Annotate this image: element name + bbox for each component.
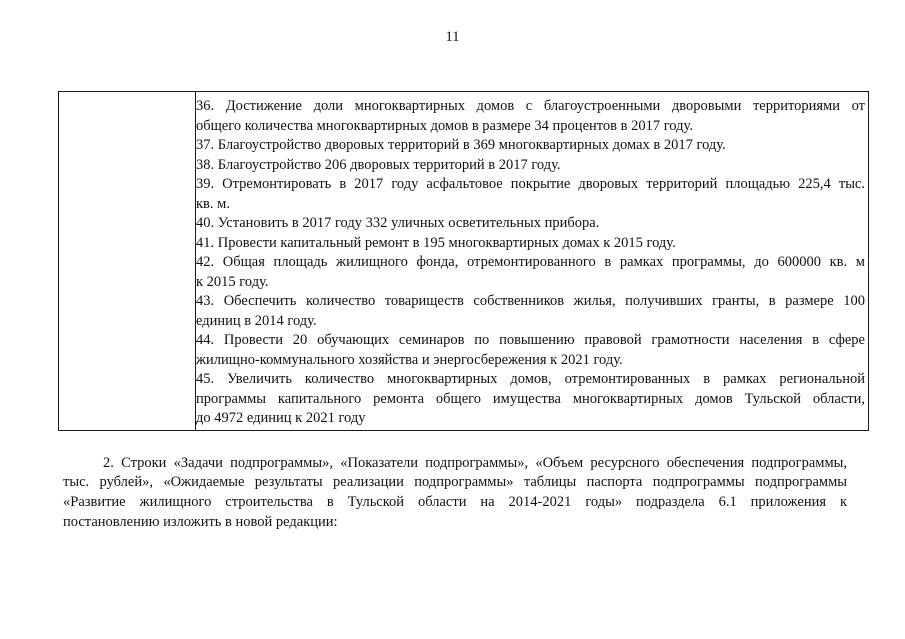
paragraph-line: постановлению изложить в новой редакции:	[63, 514, 338, 530]
table-line: к 2015 году.	[196, 273, 269, 290]
paragraph-line: тыс. рублей», «Ожидаемые результаты реализации подпрограммы» таблицы паспорта подпрограммы подпрограммы	[63, 474, 847, 490]
table-line: единиц в 2014 году.	[196, 312, 317, 329]
table-line: 37. Благоустройство дворовых территорий в 369 многоквартирных домах в 2017 году.	[196, 137, 726, 153]
table-line: 38. Благоустройство 206 дворовых территорий в 2017 году.	[196, 156, 561, 173]
table-line: 43. Обеспечить количество товариществ собственников жилья, получивших гранты, в размере 100	[196, 293, 865, 309]
table-line: 45. Увеличить количество многоквартирных домов, отремонтированных в рамках региональной	[196, 371, 865, 387]
indicators-table	[58, 91, 869, 431]
paragraph-line: 2. Строки «Задачи подпрограммы», «Показатели подпрограммы», «Объем ресурсного обеспечения подпрограммы,	[103, 455, 847, 471]
table-line: жилищно-коммунального хозяйства и энергосбережения к 2021 году.	[196, 351, 623, 368]
table-line: кв. м.	[196, 195, 230, 212]
table-line: 39. Отремонтировать в 2017 году асфальтовое покрытие дворовых территорий площадью 225,4 тыс.	[196, 176, 865, 192]
table-line: 41. Провести капитальный ремонт в 195 многоквартирных домах к 2015 году.	[196, 234, 676, 251]
table-content-cell	[196, 92, 868, 430]
table-line: 42. Общая площадь жилищного фонда, отремонтированного в рамках программы, до 600000 кв. м	[196, 254, 865, 270]
page-number: 11	[445, 29, 460, 45]
table-line: общего количества многоквартирных домов в размере 34 процентов в 2017 году.	[196, 117, 693, 134]
table-line: 36. Достижение доли многоквартирных домов с благоустроенными дворовыми территориями от	[196, 98, 865, 114]
table-line: до 4972 единиц к 2021 году	[196, 410, 366, 426]
table-line: 40. Установить в 2017 году 332 уличных осветительных прибора.	[196, 215, 600, 231]
table-line: программы капитального ремонта общего имущества многоквартирных домов Тульской области,	[196, 390, 865, 407]
table-line: 44. Провести 20 обучающих семинаров по повышению правовой грамотности населения в сфере	[196, 332, 865, 348]
paragraph-line: «Развитие жилищного строительства в Тульской области на 2014-2021 годы» подраздела 6.1 приложения к	[63, 494, 847, 510]
